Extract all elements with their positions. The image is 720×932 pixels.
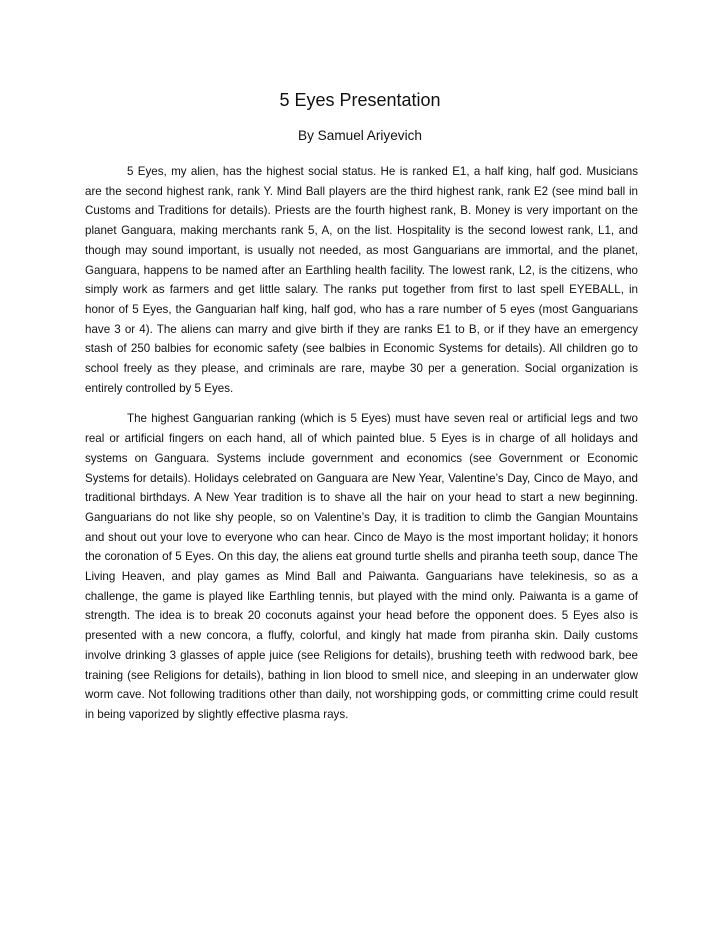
document-body <box>85 162 638 725</box>
document-title: 5 Eyes Presentation <box>279 90 441 110</box>
paragraph-customs-traditions: The highest Ganguarian ranking (which is 5 Eyes) must have seven real or artificial legs and two real or artificial fingers on each hand, all of which painted blue. 5 Eyes is in charge of all holidays and systems on Ganguara. Systems include government and economics (see Government or Economic Systems for details). Holidays celebrated on Ganguara are New Year, Valentine’s Day, Cinco de Mayo, and traditional birthdays. A New Year tradition is to shave all the hair on your head to start a new beginning. Ganguarians do not like shy people, so on Valentine’s Day, it is tradition to climb the Gangian Mountains and shout out your love to everyone who can hear. Cinco de Mayo is the most important holiday; it honors the coronation of 5 Eyes. On this day, the aliens eat ground turtle shells and piranha teeth soup, dance The Living Heaven, and play games as Mind Ball and Paiwanta. Ganguarians have telekinesis, so as a challenge, the game is played like Earthling tennis, but played with the mind only. Paiwanta is a game of strength. The idea is to break 20 coconuts against your head before the opponent does. 5 Eyes also is presented with a new concora, a fluffy, colorful, and kingly hat made from piranha skin. Daily customs involve drinking 3 glasses of apple juice (see Religions for details), brushing teeth with redwood bark, bee training (see Religions for details), bathing in lion blood to smell nice, and sleeping in an underwater glow worm cave. Not following traditions other than daily, not worshipping gods, or committing crime could result in being vaporized by slightly effective plasma rays. <box>85 412 638 721</box>
document-author: By Samuel Ariyevich <box>298 128 422 143</box>
paragraph-social-organization: 5 Eyes, my alien, has the highest social status. He is ranked E1, a half king, half god. Musicians are the second highest rank, rank Y. Mind Ball players are the third highest rank, rank E2 (see mind ball in Customs and Traditions for details). Priests are the fourth highest rank, B. Money is very important on the planet Ganguara, making merchants rank 5, A, on the list. Hospitality is the second lowest rank, L1, and though may sound important, is usually not needed, as most Ganguarians are immortal, and the planet, Ganguara, happens to be named after an Earthling health facility. The lowest rank, L2, is the citizens, who simply work as farmers and get little salary. The ranks put together from first to last spell EYEBALL, in honor of 5 Eyes, the Ganguarian half king, half god, who has a rare number of 5 eyes (most Ganguarians have 3 or 4). The aliens can marry and give birth if they are ranks E1 to B, or if they have an emergency stash of 250 balbies for economic safety (see balbies in Economic Systems for details). All children go to school freely as they please, and criminals are rare, maybe 30 per a generation. Social organization is entirely controlled by 5 Eyes. <box>85 165 638 395</box>
